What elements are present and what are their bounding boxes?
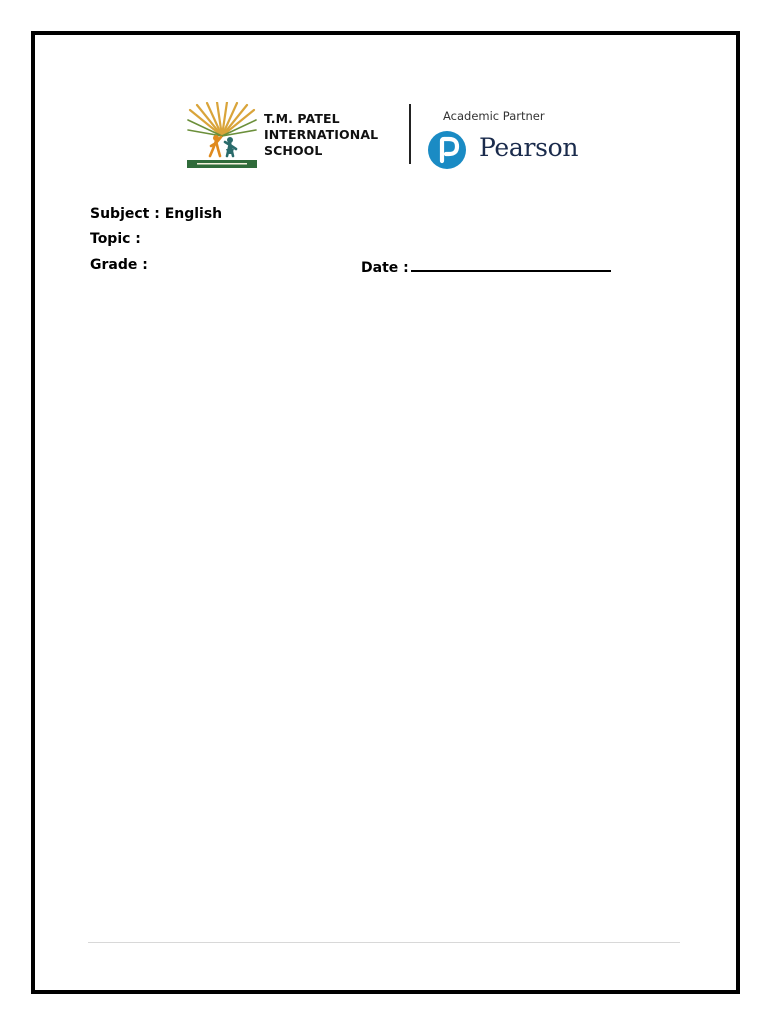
school-name-line-2: INTERNATIONAL [264,127,379,142]
document-header [187,100,597,172]
date-blank-line[interactable] [411,256,611,272]
page-border [31,31,740,994]
school-sunburst-children-logo-icon [187,102,257,168]
school-name [264,111,404,159]
school-name-line-1: T.M. PATEL [264,111,340,126]
date-field [361,256,611,277]
subject-field: Subject : English [90,206,223,222]
partner-name: Pearson [479,133,579,162]
school-name-line-3: SCHOOL [264,143,323,158]
footer-line [88,942,680,943]
header-divider [409,104,411,164]
pearson-p-logo-icon [427,130,467,170]
date-label: Date : [361,260,409,276]
grade-field: Grade : [90,257,148,273]
partner-label: Academic Partner [443,109,545,123]
topic-field: Topic : [90,231,141,247]
